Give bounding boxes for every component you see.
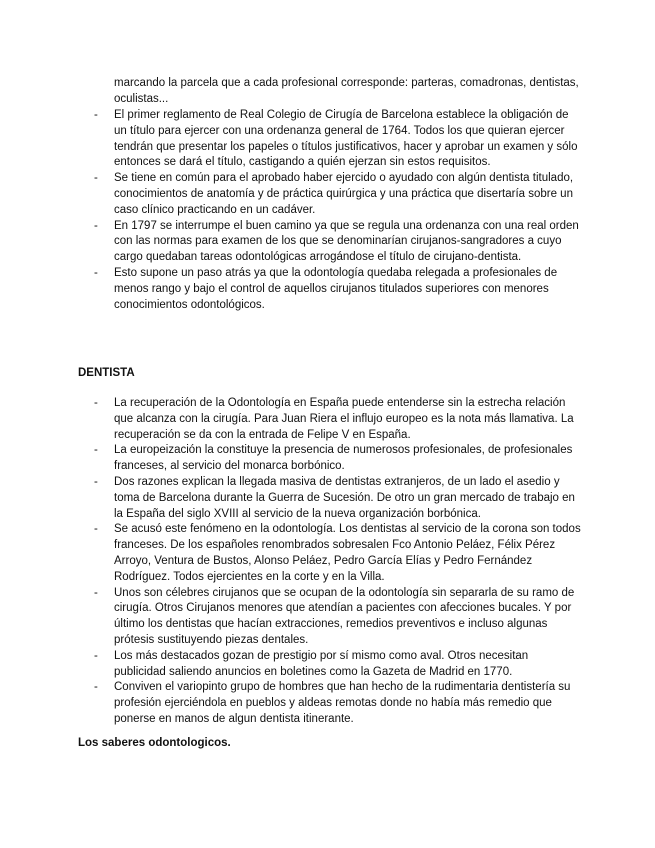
dentista-bullet-list <box>0 396 655 728</box>
list-item-text: En 1797 se interrumpe el buen camino ya que se regula una ordenanza con una real orden con las normas para examen de los que se denominarían cirujanos-sangradores a cuyo cargo quedaban tareas odontológicas arrogándose el título de cirujano-dentista. <box>114 219 579 264</box>
list-item-text: Conviven el variopinto grupo de hombres que han hecho de la rudimentaria dentistería su profesión ejerciéndola en pueblos y aldeas remotas donde no había más remedio que ponerse en manos de algun dentista itinerante. <box>114 681 571 725</box>
list-item-text: Se acusó este fenómeno en la odontología. Los dentistas al servicio de la corona son todos franceses. De los españoles renombrados sobresalen Fco Antonio Peláez, Félix Pérez Arroyo, Ventura de Bustos, Alonso Peláez, Pedro García Elías y Pedro Fernández Rodríguez. Todos ejercientes en la corte y en la Villa. <box>114 523 581 583</box>
list-item-text: Dos razones explican la llegada masiva de dentistas extranjeros, de un lado el asedio y toma de Barcelona durante la Guerra de Sucesión. De otro un gran mercado de trabajo en la España del siglo XVIII al servicio de la nueva organización borbónica. <box>114 475 575 520</box>
bullet-dash: - <box>94 523 98 536</box>
list-item <box>0 396 655 443</box>
list-item-text: La recuperación de la Odontología en España puede entenderse sin la estrecha relación que alcanza con la cirugía. Para Juan Riera el influjo europeo es la nota más llamativa. La recuperación se da con la entrada de Felipe V en España. <box>114 397 574 441</box>
list-item-text: La europeización la constituye la presencia de numerosos profesionales, de profesionales franceses, al servicio del monarca borbónico. <box>114 444 573 473</box>
list-item-text: Se tiene en común para el aprobado haber ejercido o ayudado con algún dentista titulado, conocimientos de anatomía y de práctica quirúrgica y una práctica que disertaría sobre un caso clínico practicando en un cadáver. <box>114 172 574 216</box>
section-heading-saberes: Los saberes odontologicos. <box>78 737 231 749</box>
list-item-text: El primer reglamento de Real Colegio de Cirugía de Barcelona establece la obligación de un título para ejercer con una ordenanza general de 1764. Todos los que quieran ejercer tendrán que presentar los papeles o títulos justificativos, hacer y aprobar un examen y sólo entonces se dará el título, castigando a quién ejerzan sin estos requisitos. <box>114 109 578 169</box>
continuation-paragraph: marcando la parcela que a cada profesional corresponde: parteras, comadronas, dentistas, oculistas... <box>114 77 579 105</box>
bullet-dash: - <box>94 172 98 185</box>
list-item-text: Unos son célebres cirujanos que se ocupan de la odontología sin separarla de su ramo de cirugía. Otros Cirujanos menores que atendían a pacientes con afecciones bucales. Y por último los dentistas que hacían extracciones, remedios preventivos e incluso algunas prótesis sustituyendo piezas dentales. <box>114 586 575 646</box>
list-item <box>0 266 655 313</box>
list-item <box>0 219 655 266</box>
list-item <box>0 680 655 727</box>
list-item <box>0 475 655 522</box>
bullet-dash: - <box>94 444 98 457</box>
bullet-dash: - <box>94 397 98 409</box>
list-item <box>0 108 655 171</box>
list-item <box>0 649 655 681</box>
list-item-text: Esto supone un paso atrás ya que la odontología quedaba relegada a profesionales de menos rango y bajo el control de aquellos cirujanos titulados superiores con menores conocimientos odontológicos. <box>114 266 558 311</box>
section-heading-dentista: DENTISTA <box>78 367 135 379</box>
list-item <box>0 443 655 475</box>
bullet-dash: - <box>94 475 98 488</box>
bullet-dash: - <box>94 649 98 662</box>
list-item-text: Los más destacados gozan de prestigio por sí mismo como aval. Otros necesitan publicidad saliendo anuncios en boletines como la Gazeta de Madrid en 1770. <box>114 649 529 678</box>
list-item <box>0 522 655 585</box>
list-item <box>0 171 655 218</box>
bullet-dash: - <box>94 109 98 121</box>
bullet-dash: - <box>94 681 98 694</box>
list-item <box>0 586 655 649</box>
bullet-dash: - <box>94 586 98 599</box>
regulation-bullet-list <box>0 108 655 313</box>
bullet-dash: - <box>94 266 98 279</box>
bullet-dash: - <box>94 219 98 232</box>
